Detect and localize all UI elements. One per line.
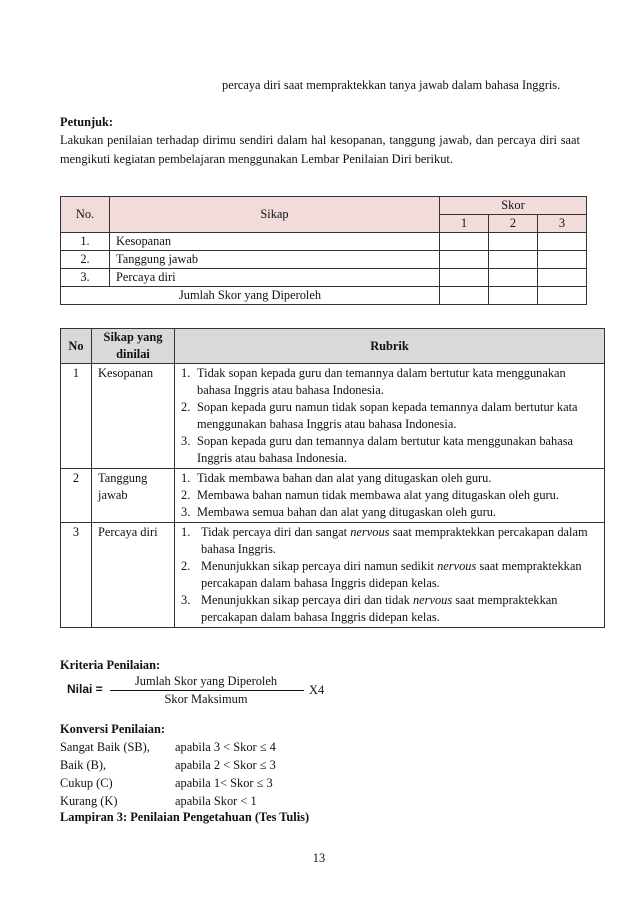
kriteria-heading: Kriteria Penilaian:	[60, 658, 161, 672]
konversi-grade: Kurang (K)	[60, 794, 118, 808]
sikap-col-skor: Skor	[440, 197, 587, 215]
sikap-table	[60, 196, 587, 305]
intro-tail	[222, 76, 578, 95]
skor-cell[interactable]	[440, 251, 489, 269]
konversi-heading: Konversi Penilaian:	[60, 722, 165, 736]
item-text: Tidak membawa bahan dan alat yang ditugaskan oleh guru.	[197, 471, 492, 485]
table-row	[61, 523, 605, 628]
rubrik-row-no: 2	[61, 469, 92, 523]
rubrik-row-sikap: Kesopanan	[92, 364, 175, 469]
item-text-em: nervous	[437, 559, 477, 573]
lampiran-heading: Lampiran 3: Penilaian Pengetahuan (Tes Tulis)	[60, 810, 310, 824]
konversi-range: apabila Skor < 1	[175, 794, 257, 808]
list-item	[181, 365, 598, 399]
item-number: 2.	[181, 559, 191, 573]
petunjuk-label: Petunjuk:	[60, 115, 114, 129]
item-number: 1.	[181, 525, 191, 539]
formula-multiplier: X4	[309, 683, 325, 697]
page-number: 13	[312, 851, 326, 865]
konversi-range: apabila 3 < Skor ≤ 4	[175, 740, 276, 754]
item-text-post: saat mempraktekkan percakapan dalam bahasa Inggris didepan kelas.	[201, 559, 582, 590]
item-number: 3.	[181, 593, 191, 607]
item-text: Sopan kepada guru namun tidak sopan kepada temannya dalam bertutur kata menggunakan bahasa Inggris atau bahasa Indonesia.	[197, 400, 578, 431]
item-text: Membawa semua bahan dan alat yang ditugaskan oleh guru.	[197, 505, 497, 519]
sikap-table-header-row	[61, 197, 587, 215]
list-item	[181, 524, 598, 558]
skor-col-1: 1	[440, 215, 489, 233]
skor-cell[interactable]	[538, 251, 587, 269]
skor-cell[interactable]	[489, 251, 538, 269]
intro-tail-text: percaya diri saat mempraktekkan tanya jawab dalam bahasa Inggris.	[222, 78, 561, 92]
total-cell[interactable]	[440, 287, 489, 305]
item-number: 2.	[181, 488, 191, 502]
rubrik-row-no: 1	[61, 364, 92, 469]
list-item	[181, 399, 598, 433]
rubrik-header-row	[61, 329, 605, 364]
total-cell[interactable]	[489, 287, 538, 305]
item-text-post: saat mempraktekkan percakapan dalam bahasa Inggris.	[201, 525, 588, 556]
item-text-post: saat mempraktekkan percakapan dalam bahasa Inggris didepan kelas.	[201, 593, 558, 624]
item-text-pre: Menunjukkan sikap percaya diri dan tidak	[201, 593, 413, 607]
rubrik-row-sikap: Tanggung jawab	[92, 469, 175, 523]
list-item	[181, 558, 598, 592]
rubrik-cell	[175, 469, 605, 523]
rubrik-col-rubrik: Rubrik	[175, 329, 605, 364]
item-text-pre: Menunjukkan sikap percaya diri namun sedikit	[201, 559, 438, 573]
rubrik-cell	[175, 523, 605, 628]
table-row	[61, 469, 605, 523]
row-no: 1.	[61, 233, 110, 251]
skor-cell[interactable]	[489, 233, 538, 251]
list-item	[181, 470, 598, 487]
skor-cell[interactable]	[440, 233, 489, 251]
konversi-row	[60, 774, 273, 793]
rubrik-table	[60, 328, 605, 628]
rubrik-cell	[175, 364, 605, 469]
rubrik-row-no: 3	[61, 523, 92, 628]
skor-cell[interactable]	[489, 269, 538, 287]
item-text-em: nervous	[412, 593, 453, 607]
total-cell[interactable]	[538, 287, 587, 305]
formula-numerator: Jumlah Skor yang Diperoleh	[134, 674, 278, 688]
table-row	[61, 251, 587, 269]
item-text: Tidak sopan kepada guru dan temannya dalam bertutur kata menggunakan bahasa Inggris atau bahasa Indonesia.	[197, 366, 566, 397]
konversi-row	[60, 738, 276, 757]
list-item	[181, 433, 598, 467]
item-number: 3.	[181, 434, 191, 448]
item-text	[201, 592, 598, 626]
konversi-grade: Cukup (C)	[60, 776, 113, 790]
sikap-col-sikap: Sikap	[110, 197, 440, 233]
table-row	[61, 364, 605, 469]
sikap-col-no: No.	[61, 197, 110, 233]
konversi-grade: Sangat Baik (SB),	[60, 740, 150, 754]
total-label: Jumlah Skor yang Diperoleh	[61, 287, 440, 305]
row-no: 2.	[61, 251, 110, 269]
item-text	[201, 524, 598, 558]
list-item	[181, 487, 598, 504]
list-item	[181, 592, 598, 626]
nilai-label: Nilai =	[67, 682, 103, 696]
konversi-row	[60, 756, 276, 775]
item-text-em: nervous	[350, 525, 390, 539]
list-item	[181, 504, 598, 521]
item-number: 3.	[181, 505, 191, 519]
rubrik-col-sikap: Sikap yang dinilai	[92, 329, 175, 364]
row-sikap: Percaya diri	[110, 269, 440, 287]
rubrik-col-no: No	[61, 329, 92, 364]
skor-cell[interactable]	[538, 233, 587, 251]
row-sikap: Kesopanan	[110, 233, 440, 251]
table-row	[61, 269, 587, 287]
petunjuk-text: Lakukan penilaian terhadap dirimu sendiri dalam hal kesopanan, tanggung jawab, dan percaya diri saat mengikuti kegiatan pembelajaran menggunakan Lembar Penilaian Diri berikut.	[60, 133, 580, 166]
item-number: 1.	[181, 471, 191, 485]
item-text: Sopan kepada guru dan temannya dalam bertutur kata menggunakan bahasa Inggris atau bahasa Indonesia.	[197, 434, 574, 465]
item-text	[201, 558, 598, 592]
total-row	[61, 287, 587, 305]
konversi-range: apabila 1< Skor ≤ 3	[175, 776, 273, 790]
formula-denominator: Skor Maksimum	[164, 692, 248, 706]
item-text: Membawa bahan namun tidak membawa alat yang ditugaskan oleh guru.	[197, 488, 559, 502]
skor-col-2: 2	[489, 215, 538, 233]
row-sikap: Tanggung jawab	[110, 251, 440, 269]
konversi-grade: Baik (B),	[60, 758, 107, 772]
skor-cell[interactable]	[440, 269, 489, 287]
item-text-pre: Tidak percaya diri dan sangat	[201, 525, 351, 539]
item-number: 1.	[181, 366, 191, 380]
row-no: 3.	[61, 269, 110, 287]
table-row	[61, 233, 587, 251]
skor-col-3: 3	[538, 215, 587, 233]
item-number: 2.	[181, 400, 191, 414]
rubrik-row-sikap: Percaya diri	[92, 523, 175, 628]
konversi-range: apabila 2 < Skor ≤ 3	[175, 758, 276, 772]
skor-cell[interactable]	[538, 269, 587, 287]
